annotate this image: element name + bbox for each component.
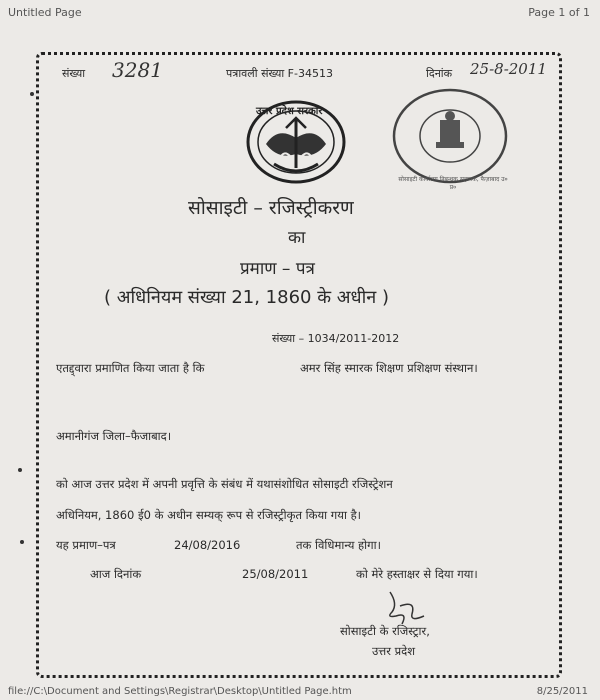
emblem-text: उत्तर प्रदेश सरकार: [256, 106, 323, 117]
margin-mark: [20, 540, 24, 544]
title-act: ( अधिनियम संख्या 21, 1860 के अधीन ): [104, 287, 389, 308]
certify-text: एतद्द्वारा प्रमाणित किया जाता है कि: [56, 361, 205, 375]
title-certificate: प्रमाण – पत्र: [240, 259, 315, 279]
date-label: दिनांक: [426, 67, 453, 80]
official-seal-icon: [390, 86, 510, 186]
body-line-1: को आज उत्तर प्रदेश में अपनी प्रवृत्ति के संबंध में यथासंशोधित सोसाइटी रजिस्ट्रेशन: [56, 477, 393, 491]
society-name: अमर सिंह स्मारक शिक्षण प्रशिक्षण संस्थान।: [300, 361, 478, 375]
print-date: 8/25/2011: [536, 686, 588, 697]
validity-date: 24/08/2016: [174, 538, 241, 552]
page-title: Untitled Page: [8, 6, 82, 19]
issue-date: 25/08/2011: [242, 567, 309, 581]
page-counter: Page 1 of 1: [528, 6, 590, 19]
registration-number: संख्या – 1034/2011-2012: [272, 332, 400, 345]
signatory-title: सोसाइटी के रजिस्ट्रार,: [340, 624, 430, 638]
validity-suffix: तक विधिमान्य होगा।: [296, 538, 381, 552]
issue-suffix: को मेरे हस्ताक्षर से दिया गया।: [356, 567, 478, 581]
issue-prefix: आज दिनांक: [90, 567, 142, 581]
file-number: पत्रावली संख्या F-34513: [226, 67, 333, 80]
title-society-registration: सोसाइटी – रजिस्ट्रीकरण: [188, 197, 354, 219]
title-of: का: [288, 228, 306, 248]
margin-mark: [30, 92, 34, 96]
seal-text: सोसाइटी कार्यालय निबन्धक सहायक, फैज़ाबाद उ० प्र०: [398, 176, 508, 191]
validity-prefix: यह प्रमाण–पत्र: [56, 538, 116, 552]
file-path: file://C:\Document and Settings\Registrar\Desktop\Untitled Page.htm: [8, 686, 352, 697]
body-line-2: अधिनियम, 1860 ई0 के अधीन सम्यक् रूप से रजिस्ट्रीकृत किया गया है।: [56, 508, 362, 522]
number-value: 3281: [112, 58, 163, 82]
signatory-state: उत्तर प्रदेश: [372, 644, 416, 658]
margin-mark: [18, 468, 22, 472]
society-address: अमानीगंज जिला–फैजाबाद।: [56, 429, 172, 443]
number-label: संख्या: [62, 67, 86, 80]
date-value: 25-8-2011: [470, 60, 547, 78]
